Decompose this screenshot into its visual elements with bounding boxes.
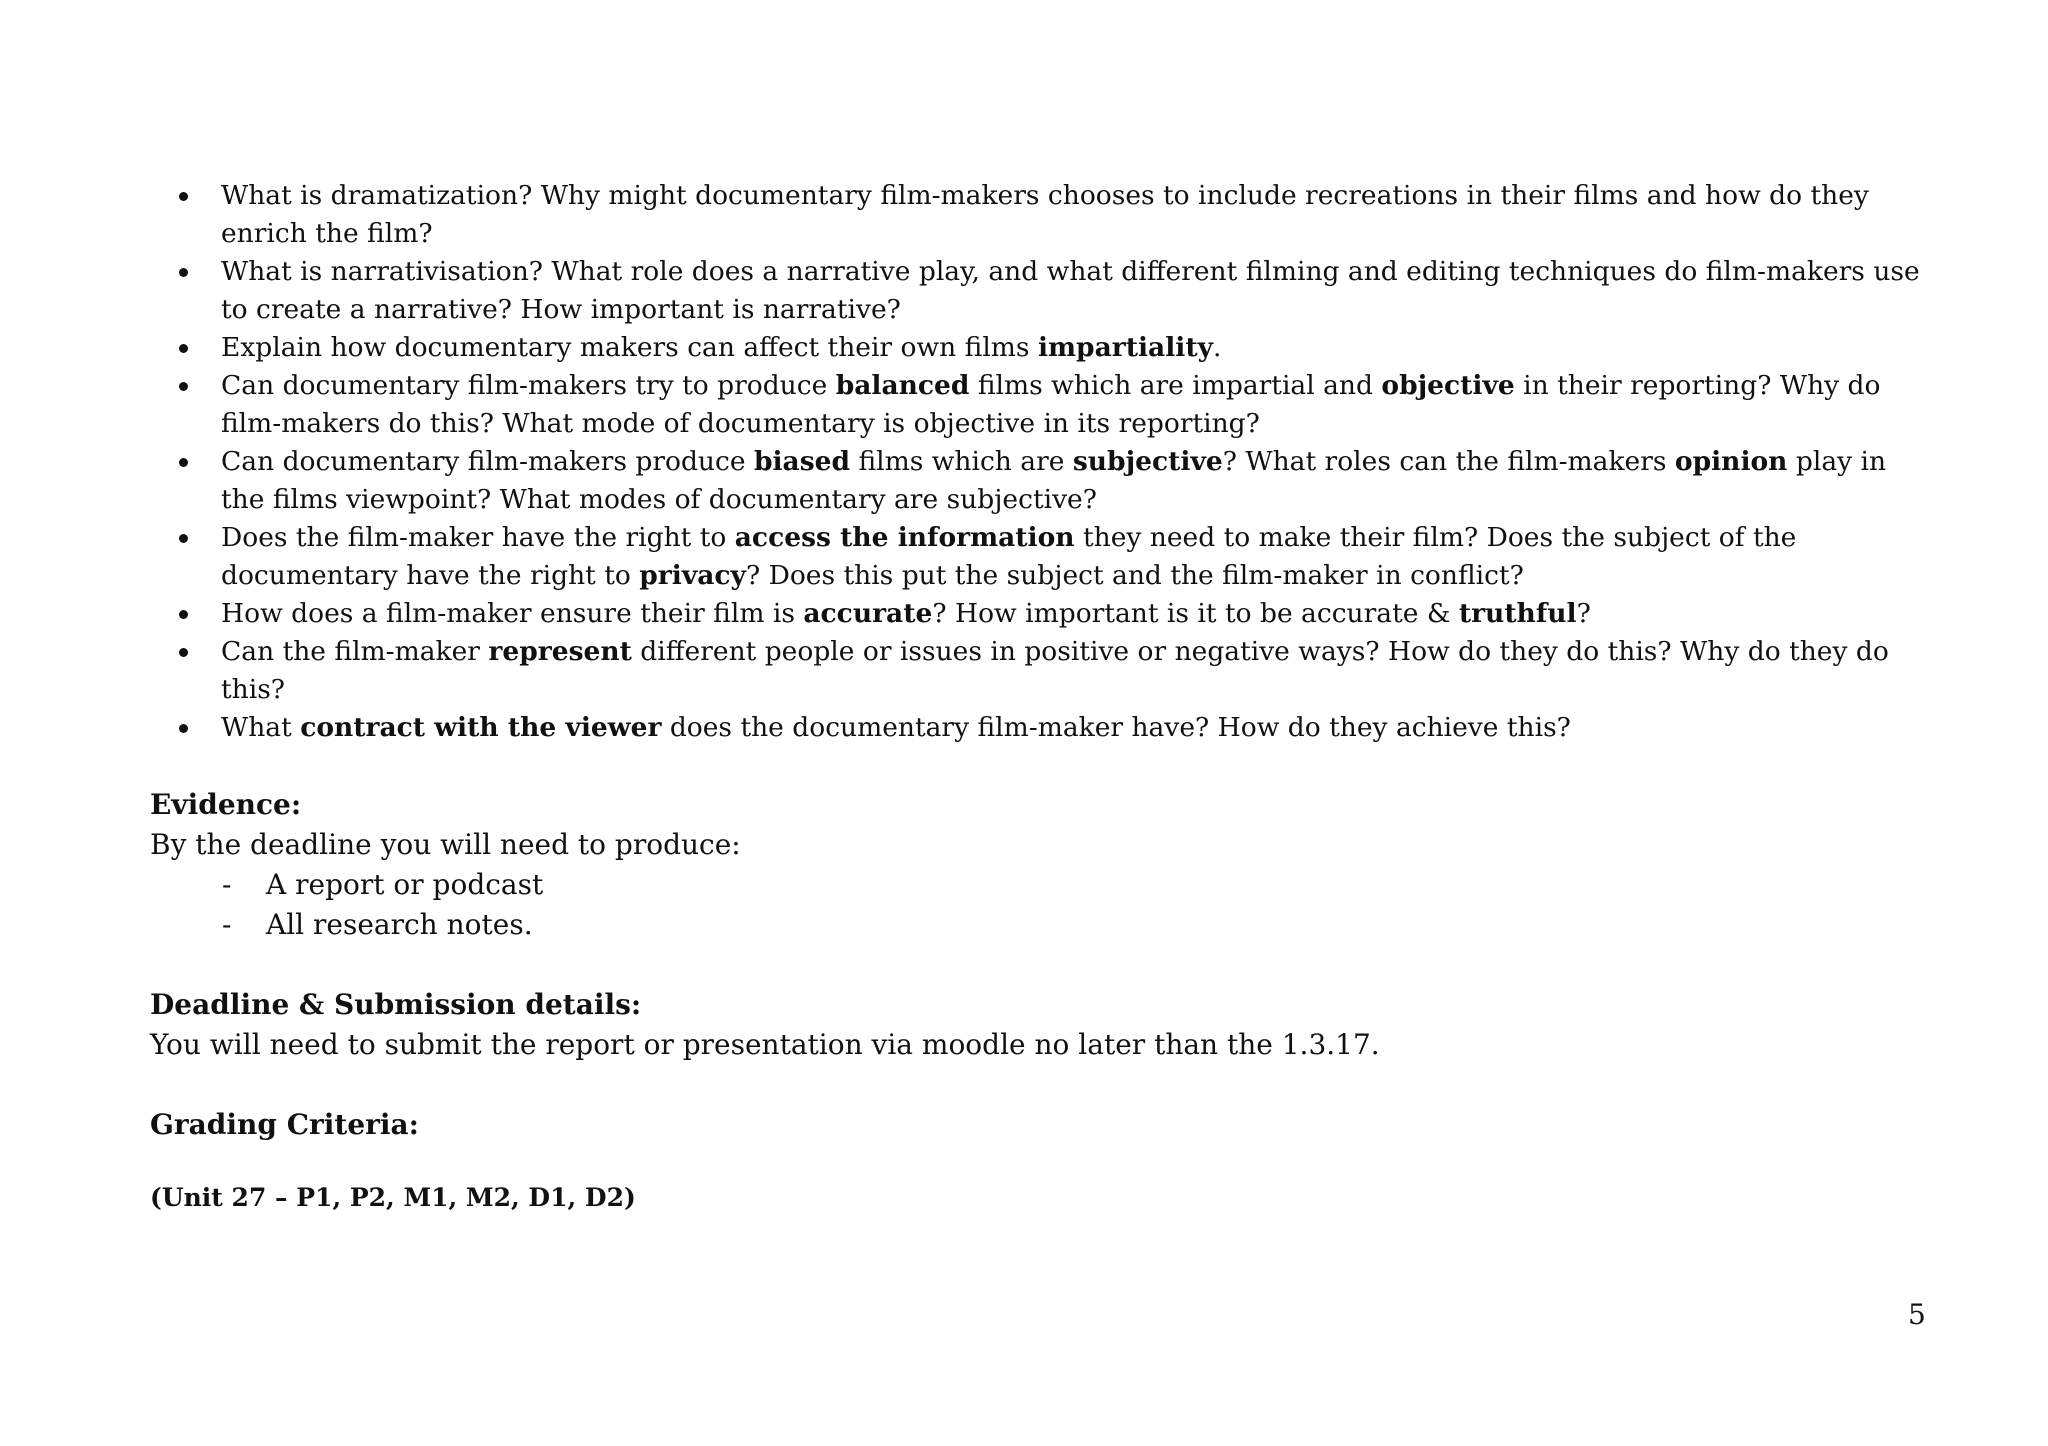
bullet-text: they need to make their film? Does the subject of the documentary have the right to: [221, 522, 1797, 591]
bullet-text: Can documentary film-makers produce: [221, 446, 754, 477]
bullet-text: different people or issues in positive or negative ways? How do they do this? Why do they do this?: [221, 636, 1889, 705]
bullet-text: Does the film-maker have the right to: [221, 522, 735, 553]
bold-term: privacy: [639, 560, 746, 591]
bullet-text: films which are: [850, 446, 1073, 477]
bullet-text: What: [221, 712, 301, 743]
bullet-item: [175, 329, 1935, 367]
bullet-text: Explain how documentary makers can affect their own films: [221, 332, 1038, 363]
questions-bullet-list: [175, 177, 1935, 747]
bullet-text: What is dramatization? Why might documentary film-makers chooses to include recreations in their films and how do they enrich the film?: [221, 180, 1869, 249]
bullet-icon: [179, 344, 188, 353]
bullet-text: ? What roles can the film-makers: [1222, 446, 1675, 477]
bold-term: opinion: [1674, 446, 1788, 477]
bullet-icon: [179, 534, 188, 543]
bullet-icon: [179, 382, 188, 391]
bullet-text: play in the films viewpoint? What modes of documentary are subjective?: [221, 446, 1887, 515]
bullet-item: [175, 443, 1935, 519]
bullet-text: What is narrativisation? What role does a narrative play, and what different filming and editing techniques do film-makers use to create a narrative? How important is narrative?: [221, 256, 1920, 325]
bold-term: truthful: [1458, 598, 1577, 629]
dash-marker: -: [222, 908, 232, 941]
bullet-text: films which are impartial and: [969, 370, 1382, 401]
page-number: 5: [1908, 1298, 1926, 1331]
evidence-intro: By the deadline you will need to produce:: [150, 828, 741, 861]
evidence-item-text: A report or podcast: [266, 868, 544, 901]
deadline-text: You will need to submit the report or presentation via moodle no later than the 1.3.17.: [150, 1028, 1380, 1061]
evidence-item: [222, 865, 543, 905]
bullet-item: [175, 519, 1935, 595]
bold-term: objective: [1381, 370, 1515, 401]
bullet-icon: [179, 724, 188, 733]
bullet-text: How does a film-maker ensure their film is: [221, 598, 804, 629]
bold-term: contract with the viewer: [300, 712, 662, 743]
bold-term: accurate: [803, 598, 933, 629]
bullet-item: [175, 595, 1935, 633]
bullet-icon: [179, 192, 188, 201]
bullet-text: Can documentary film-makers try to produce: [221, 370, 836, 401]
grading-heading: Grading Criteria:: [150, 1108, 419, 1141]
deadline-heading: Deadline & Submission details:: [150, 988, 642, 1021]
bullet-text: ? How important is it to be accurate &: [932, 598, 1459, 629]
evidence-item-text: All research notes.: [266, 908, 533, 941]
bullet-item: [175, 253, 1935, 329]
bullet-text: ?: [1576, 598, 1591, 629]
bold-term: represent: [488, 636, 632, 667]
bullet-item: [175, 709, 1935, 747]
bullet-item: [175, 177, 1935, 253]
bold-term: balanced: [835, 370, 970, 401]
bold-term: biased: [753, 446, 851, 477]
bullet-text: does the documentary film-maker have? How do they achieve this?: [661, 712, 1571, 743]
grading-units: (Unit 27 – P1, P2, M1, M2, D1, D2): [150, 1183, 636, 1212]
bullet-item: [175, 633, 1935, 709]
bullet-icon: [179, 610, 188, 619]
bullet-text: ? Does this put the subject and the film-maker in conflict?: [745, 560, 1524, 591]
evidence-list: [222, 865, 543, 945]
bold-term: access the information: [734, 522, 1075, 553]
bullet-text: in their reporting? Why do film-makers do this? What mode of documentary is objective in its reporting?: [221, 370, 1881, 439]
dash-marker: -: [222, 868, 232, 901]
evidence-heading: Evidence:: [150, 788, 302, 821]
bullet-icon: [179, 648, 188, 657]
evidence-item: [222, 905, 543, 945]
bullet-icon: [179, 268, 188, 277]
bullet-icon: [179, 458, 188, 467]
bullet-text: Can the film-maker: [221, 636, 489, 667]
bullet-text: .: [1212, 332, 1222, 363]
bold-term: impartiality: [1037, 332, 1213, 363]
bullet-item: [175, 367, 1935, 443]
bold-term: subjective: [1072, 446, 1223, 477]
